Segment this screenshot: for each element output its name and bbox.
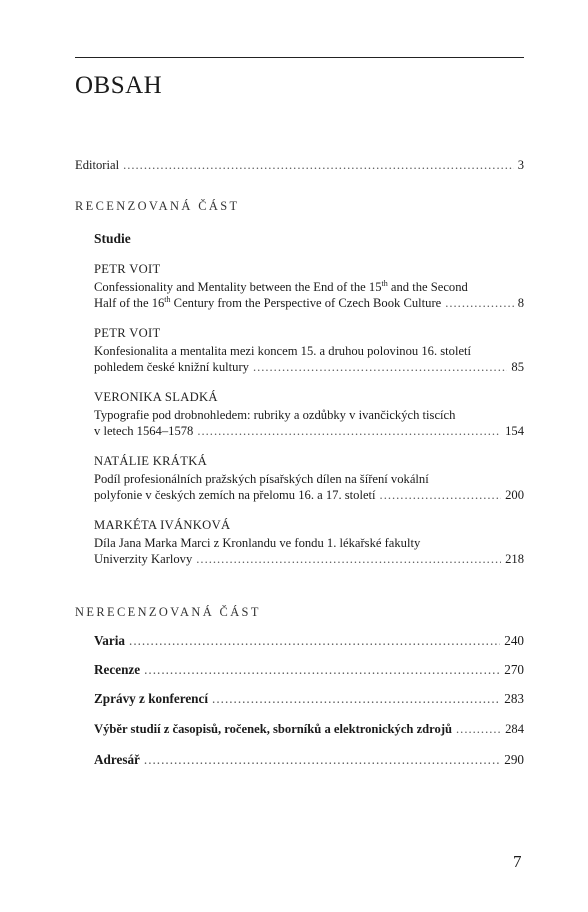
toc-page-number: 290 <box>504 752 524 767</box>
toc-page-number: 270 <box>504 662 524 677</box>
entry-title-line1: Díla Jana Marka Marci z Kronlandu ve fondu 1. lékařské fakulty <box>94 536 421 550</box>
entry-title-line2: Univerzity Karlovy <box>94 552 193 566</box>
toc-entry-editorial[interactable] <box>75 157 524 173</box>
toc-entry-label: Výběr studií z časopisů, ročenek, sborníků a elektronických zdrojů <box>94 722 453 736</box>
toc-page-number: 154 <box>505 424 524 438</box>
toc-entry-conferences[interactable] <box>94 691 524 707</box>
toc-entry-label: Editorial <box>75 158 120 172</box>
section-heading-reviewed: RECENZOVANÁ ČÁST <box>75 199 240 213</box>
dot-leader <box>129 633 500 649</box>
toc-entry-3[interactable] <box>94 423 524 439</box>
entry-title-line2: polyfonie v českých zemích na přelomu 16. a 17. století <box>94 488 376 502</box>
entry-author: NATÁLIE KRÁTKÁ <box>94 454 207 468</box>
toc-page-number: 240 <box>504 633 524 648</box>
toc-entry-2[interactable] <box>94 359 524 375</box>
toc-entry-label: Recenze <box>94 662 141 677</box>
toc-page-number: 85 <box>511 360 524 374</box>
dot-leader <box>445 295 513 311</box>
dot-leader <box>123 157 514 173</box>
entry-title-line2: v letech 1564–1578 <box>94 424 194 438</box>
toc-page-number: 284 <box>505 722 524 736</box>
dot-leader <box>196 551 501 567</box>
entry-author: VERONIKA SLADKÁ <box>94 390 218 404</box>
entry-title-line2: Half of the 16th Century from the Perspective of Czech Book Culture <box>94 294 442 310</box>
section-heading-non-reviewed: NERECENZOVANÁ ČÁST <box>75 605 261 619</box>
toc-entry-1[interactable] <box>94 295 524 311</box>
dot-leader <box>253 359 507 375</box>
entry-title-line1: Confessionality and Mentality between the End of the 15th and the Second <box>94 278 468 294</box>
dot-leader <box>197 423 501 439</box>
toc-page-number: 200 <box>505 488 524 502</box>
toc-entry-4[interactable] <box>94 487 524 503</box>
toc-entry-5[interactable] <box>94 551 524 567</box>
top-rule <box>75 57 524 58</box>
entry-author: MARKÉTA IVÁNKOVÁ <box>94 518 231 532</box>
dot-leader <box>380 487 502 503</box>
toc-entry-adresar[interactable] <box>94 752 524 768</box>
entry-author: PETR VOIT <box>94 262 161 276</box>
toc-entry-recenze[interactable] <box>94 662 524 678</box>
dot-leader <box>212 691 500 707</box>
entry-title-line1: Typografie pod drobnohledem: rubriky a ozdůbky v ivančických tiscích <box>94 408 456 422</box>
toc-entry-label: Varia <box>94 633 126 648</box>
toc-entry-label: Adresář <box>94 752 140 767</box>
toc-page-number: 218 <box>505 552 524 566</box>
page-number: 7 <box>513 852 522 871</box>
entry-title-line1: Konfesionalita a mentalita mezi koncem 15. a druhou polovinou 16. století <box>94 344 472 358</box>
entry-title-line1: Podíl profesionálních pražských písařských dílen na šíření vokální <box>94 472 429 486</box>
page-title: OBSAH <box>75 72 163 99</box>
dot-leader <box>144 662 500 678</box>
entry-author: PETR VOIT <box>94 326 161 340</box>
toc-page-number: 3 <box>517 158 524 172</box>
subsection-heading-studies: Studie <box>94 231 131 246</box>
toc-entry-label: Zprávy z konferencí <box>94 691 209 706</box>
toc-entry-selection[interactable] <box>94 721 524 737</box>
dot-leader <box>456 721 501 737</box>
toc-page-number: 8 <box>517 296 524 310</box>
toc-entry-varia[interactable] <box>94 633 524 649</box>
entry-title-line2: pohledem české knižní kultury <box>94 360 249 374</box>
toc-page-number: 283 <box>504 691 524 706</box>
dot-leader <box>144 752 500 768</box>
